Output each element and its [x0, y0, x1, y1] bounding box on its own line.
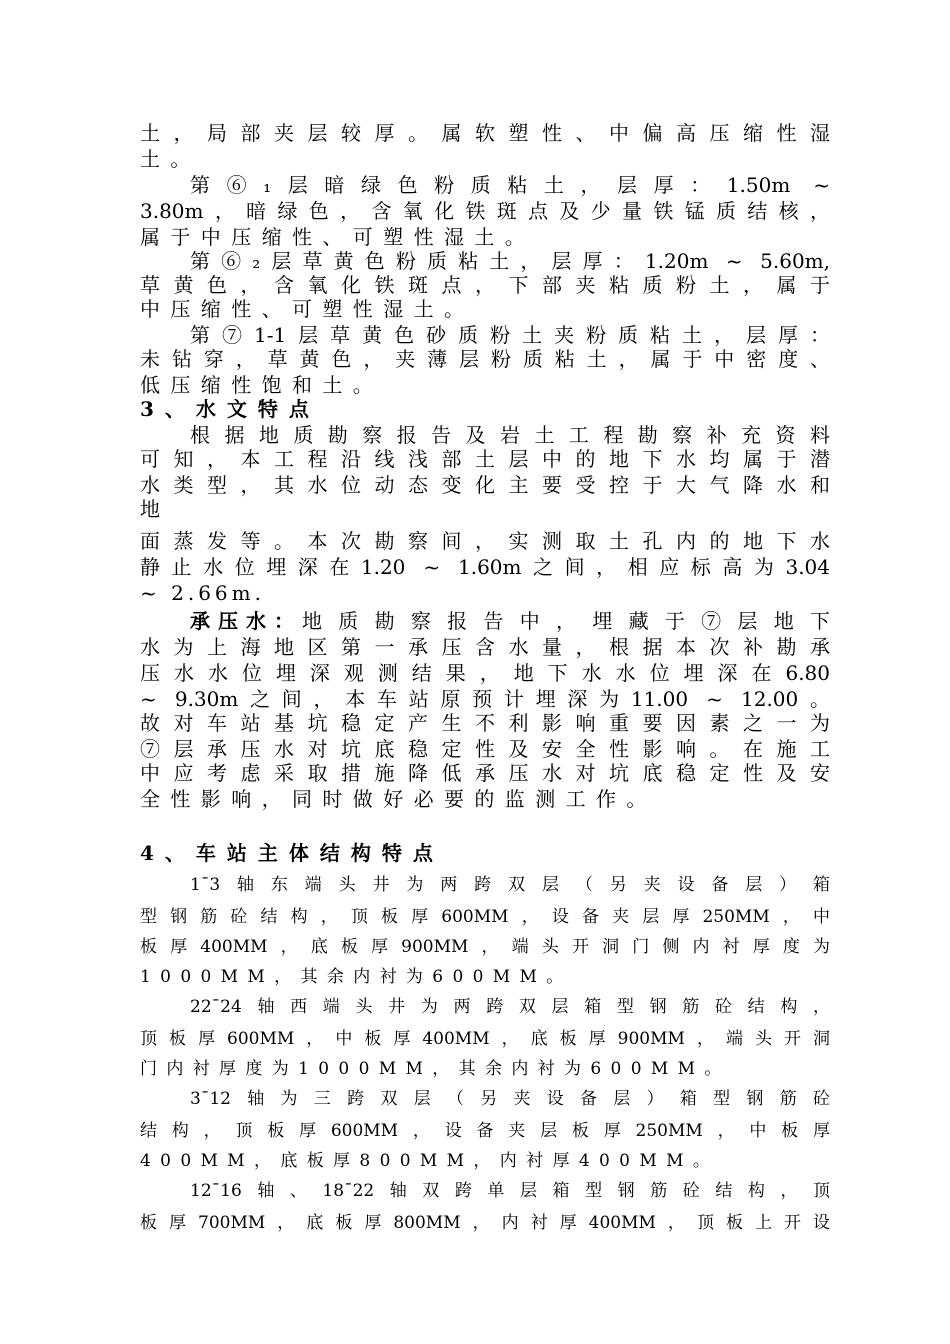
text-line: 顶板厚600MM，中板厚400MM，底板厚900MM，端头开洞: [140, 1029, 830, 1049]
text-line: 400MM，底板厚800MM，内衬厚400MM。: [140, 1151, 720, 1171]
text-line: 3¯12轴为三跨双层（另夹设备层）箱型钢筋砼: [190, 1089, 830, 1109]
text-line: 1¯3轴东端头井为两跨双层（另夹设备层）箱: [190, 875, 830, 895]
text-line: 结构，顶板厚600MM，设备夹层板厚250MM，中板厚: [140, 1121, 830, 1141]
text-line: 土，局部夹层较厚。属软塑性、中偏高压缩性湿: [140, 121, 830, 145]
text-line: 中压缩性、可塑性湿土。: [140, 297, 475, 321]
text-line: 压水水位埋深观测结果，地下水水位埋深在6.80: [140, 661, 830, 685]
text-line: 门内衬厚度为1000MM，其余内衬为600MM。: [140, 1059, 731, 1079]
text-line: 第⑦1-1层草黄色砂质粉土夹粉质粘土，层厚：: [190, 323, 830, 347]
text-line: 型钢筋砼结构，顶板厚600MM，设备夹层厚250MM，中: [140, 907, 830, 927]
text-line: 根据地质勘察报告及岩土工程勘察补充资料: [190, 423, 830, 447]
text-line: 12¯16轴、18¯22轴双跨单层箱型钢筋砼结构，顶: [190, 1181, 830, 1201]
section-heading: 4、车站主体结构特点: [140, 841, 444, 865]
text-line: [190, 608, 830, 634]
text-line: 土。: [140, 147, 201, 171]
confined-water-label: 承压水：: [190, 609, 302, 633]
text-line: 1000MM，其余内衬为600MM。: [140, 967, 573, 987]
text-line: ⑦层承压水对坑底稳定性及安全性影响。在施工: [140, 737, 830, 761]
text-line: 属于中压缩性、可塑性湿土。: [140, 225, 536, 249]
text-line: 板厚400MM，底板厚900MM，端头开洞门侧内衬厚度为: [140, 937, 830, 957]
text-line: 水类型，其水位动态变化主要受控于大气降水和: [140, 473, 830, 497]
text-line: 故对车站基坑稳定产生不利影响重要因素之一为: [140, 711, 830, 735]
text-line: 低压缩性饱和土。: [140, 373, 384, 397]
text-line: 静止水位埋深在1.20 ~ 1.60m之间，相应标高为3.04: [140, 555, 830, 579]
text-line: 3.80m，暗绿色，含氧化铁斑点及少量铁锰质结核，: [140, 199, 830, 223]
text-line: 未钻穿，草黄色，夹薄层粉质粘土，属于中密度、: [140, 347, 830, 371]
text-line: 板厚700MM，底板厚800MM，内衬厚400MM，顶板上开设: [140, 1213, 830, 1233]
text-line: 中应考虑采取措施降低承压水对坑底稳定性及安: [140, 761, 830, 785]
text-line: ~ 2.66m.: [140, 581, 265, 605]
text-line: 可知，本工程沿线浅部土层中的地下水均属于潜: [140, 447, 830, 471]
text-line: 地: [140, 497, 171, 521]
text-line: 22¯24轴西端头井为两跨双层箱型钢筋砼结构，: [190, 997, 830, 1017]
text-line: 全性影响，同时做好必要的监测工作。: [140, 787, 657, 811]
text-line: ~ 9.30m之间，本车站原预计埋深为11.00 ~ 12.00。: [140, 687, 830, 711]
section-heading: 3、水文特点: [140, 397, 320, 421]
text-line: 草黄色，含氧化铁斑点，下部夹粘质粉土，属于: [140, 273, 830, 297]
text-fragment: 地质勘察报告中，埋藏于⑦层地下: [302, 609, 830, 633]
text-line: 第⑥₁层暗绿色粉质粘土，层厚：1.50m ~: [190, 173, 830, 197]
text-line: 水为上海地区第一承压含水量，根据本次补勘承: [140, 635, 830, 659]
text-line: 面蒸发等。本次勘察间，实测取土孔内的地下水: [140, 529, 830, 553]
text-line: 第⑥₂层草黄色粉质粘土，层厚：1.20m ~ 5.60m,: [190, 249, 830, 273]
